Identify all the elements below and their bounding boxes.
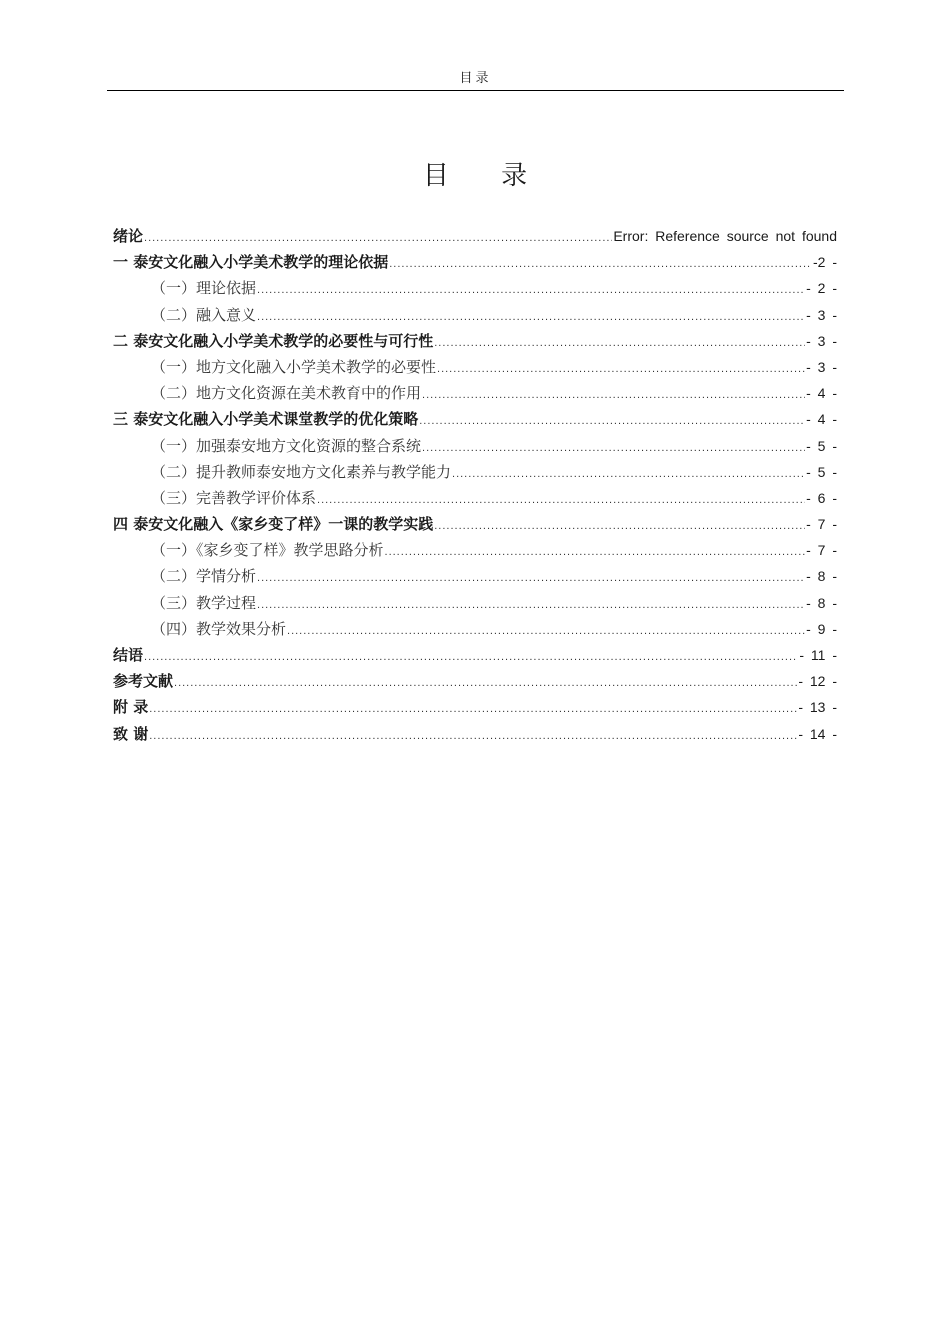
toc-entry-page: Error: Reference source not found	[613, 228, 837, 244]
toc-entry-page: - 11 -	[799, 647, 837, 663]
toc-entry-page: - 8 -	[806, 568, 837, 585]
toc-entry-label: （二）学情分析	[151, 567, 257, 586]
toc-entry-page: - 8 -	[806, 594, 837, 611]
toc-entry-label: （三）完善教学评价体系	[151, 488, 317, 507]
toc-title: 目 录	[422, 161, 550, 191]
toc-entry[interactable]	[113, 563, 837, 589]
toc-entry[interactable]	[113, 485, 837, 511]
toc-entry-page: - 5 -	[806, 463, 837, 480]
toc-entry-label: 三 泰安文化融入小学美术课堂教学的优化策略	[113, 410, 419, 429]
toc-dot-leader	[385, 539, 806, 563]
toc-entry-label: 致 谢	[113, 724, 149, 743]
toc-dot-leader	[434, 330, 805, 354]
toc-dot-leader	[149, 696, 797, 720]
toc-entry-label: （一）理论依据	[151, 279, 257, 298]
toc-entry[interactable]	[113, 328, 837, 354]
table-of-contents	[113, 223, 837, 747]
toc-dot-leader	[174, 670, 797, 694]
toc-dot-leader	[422, 382, 805, 406]
running-header-title: 目录	[459, 71, 492, 86]
toc-entry[interactable]	[113, 302, 837, 328]
toc-entry-page: -2 -	[813, 254, 837, 271]
toc-entry[interactable]	[113, 275, 837, 301]
toc-entry-page: - 6 -	[806, 489, 837, 506]
toc-dot-leader	[437, 356, 805, 380]
toc-dot-leader	[144, 225, 612, 249]
toc-entry[interactable]	[113, 668, 837, 694]
toc-entry-label: 参考文献	[113, 672, 174, 691]
toc-dot-leader	[389, 251, 812, 275]
toc-entry-label: 二 泰安文化融入小学美术教学的必要性与可行性	[113, 331, 434, 350]
toc-entry-label: （二）融入意义	[151, 305, 257, 324]
toc-dot-leader	[287, 618, 805, 642]
toc-entry[interactable]	[113, 537, 837, 563]
toc-entry[interactable]	[113, 459, 837, 485]
toc-entry[interactable]	[113, 642, 837, 668]
toc-dot-leader	[452, 461, 805, 485]
toc-entry[interactable]	[113, 406, 837, 432]
toc-dot-leader	[422, 435, 805, 459]
toc-dot-leader	[257, 565, 805, 589]
toc-entry-label: （三）教学过程	[151, 593, 257, 612]
toc-dot-leader	[257, 592, 805, 616]
toc-entry-label: （一）《家乡变了样》教学思路分析	[151, 541, 384, 560]
toc-entry[interactable]	[113, 433, 837, 459]
toc-dot-leader	[257, 304, 805, 328]
toc-entry-page: - 4 -	[806, 411, 837, 428]
toc-entry[interactable]	[113, 721, 837, 747]
toc-entry[interactable]	[113, 511, 837, 537]
toc-entry[interactable]	[113, 249, 837, 275]
toc-dot-leader	[257, 277, 805, 301]
toc-entry-page: - 13 -	[798, 699, 837, 716]
toc-entry-label: 附 录	[113, 698, 149, 717]
toc-dot-leader	[144, 644, 798, 668]
toc-entry-label: （二）提升教师泰安地方文化素养与教学能力	[151, 462, 452, 481]
toc-entry-label: 四 泰安文化融入《家乡变了样》一课的教学实践	[113, 515, 434, 534]
toc-dot-leader	[419, 408, 805, 432]
toc-dot-leader	[317, 487, 805, 511]
toc-dot-leader	[149, 723, 797, 747]
toc-entry-label: 绪论	[113, 227, 144, 245]
toc-entry-page: - 12 -	[798, 673, 837, 690]
toc-entry[interactable]	[113, 590, 837, 616]
toc-entry[interactable]	[113, 223, 837, 249]
toc-entry-label: 结语	[113, 646, 144, 664]
toc-entry-label: （四）教学效果分析	[151, 619, 287, 638]
running-header	[107, 70, 844, 91]
toc-entry-page: - 7 -	[806, 542, 837, 559]
toc-entry-page: - 5 -	[806, 437, 837, 454]
toc-entry[interactable]	[113, 354, 837, 380]
toc-entry-label: （二）地方文化资源在美术教育中的作用	[151, 384, 422, 403]
toc-entry[interactable]	[113, 694, 837, 720]
toc-entry[interactable]	[113, 616, 837, 642]
toc-entry-page: - 7 -	[806, 516, 837, 533]
toc-dot-leader	[434, 513, 805, 537]
toc-entry-label: （一）地方文化融入小学美术教学的必要性	[151, 357, 437, 376]
toc-entry-page: - 4 -	[806, 385, 837, 402]
toc-entry[interactable]	[113, 380, 837, 406]
toc-entry-page: - 3 -	[806, 306, 837, 323]
toc-entry-page: - 3 -	[806, 332, 837, 349]
toc-entry-label: （一）加强泰安地方文化资源的整合系统	[151, 436, 422, 455]
toc-entry-page: - 14 -	[798, 725, 837, 742]
toc-entry-page: - 2 -	[806, 280, 837, 297]
toc-entry-page: - 3 -	[806, 358, 837, 375]
toc-entry-page: - 9 -	[806, 620, 837, 637]
toc-entry-label: 一 泰安文化融入小学美术教学的理论依据	[113, 253, 389, 272]
